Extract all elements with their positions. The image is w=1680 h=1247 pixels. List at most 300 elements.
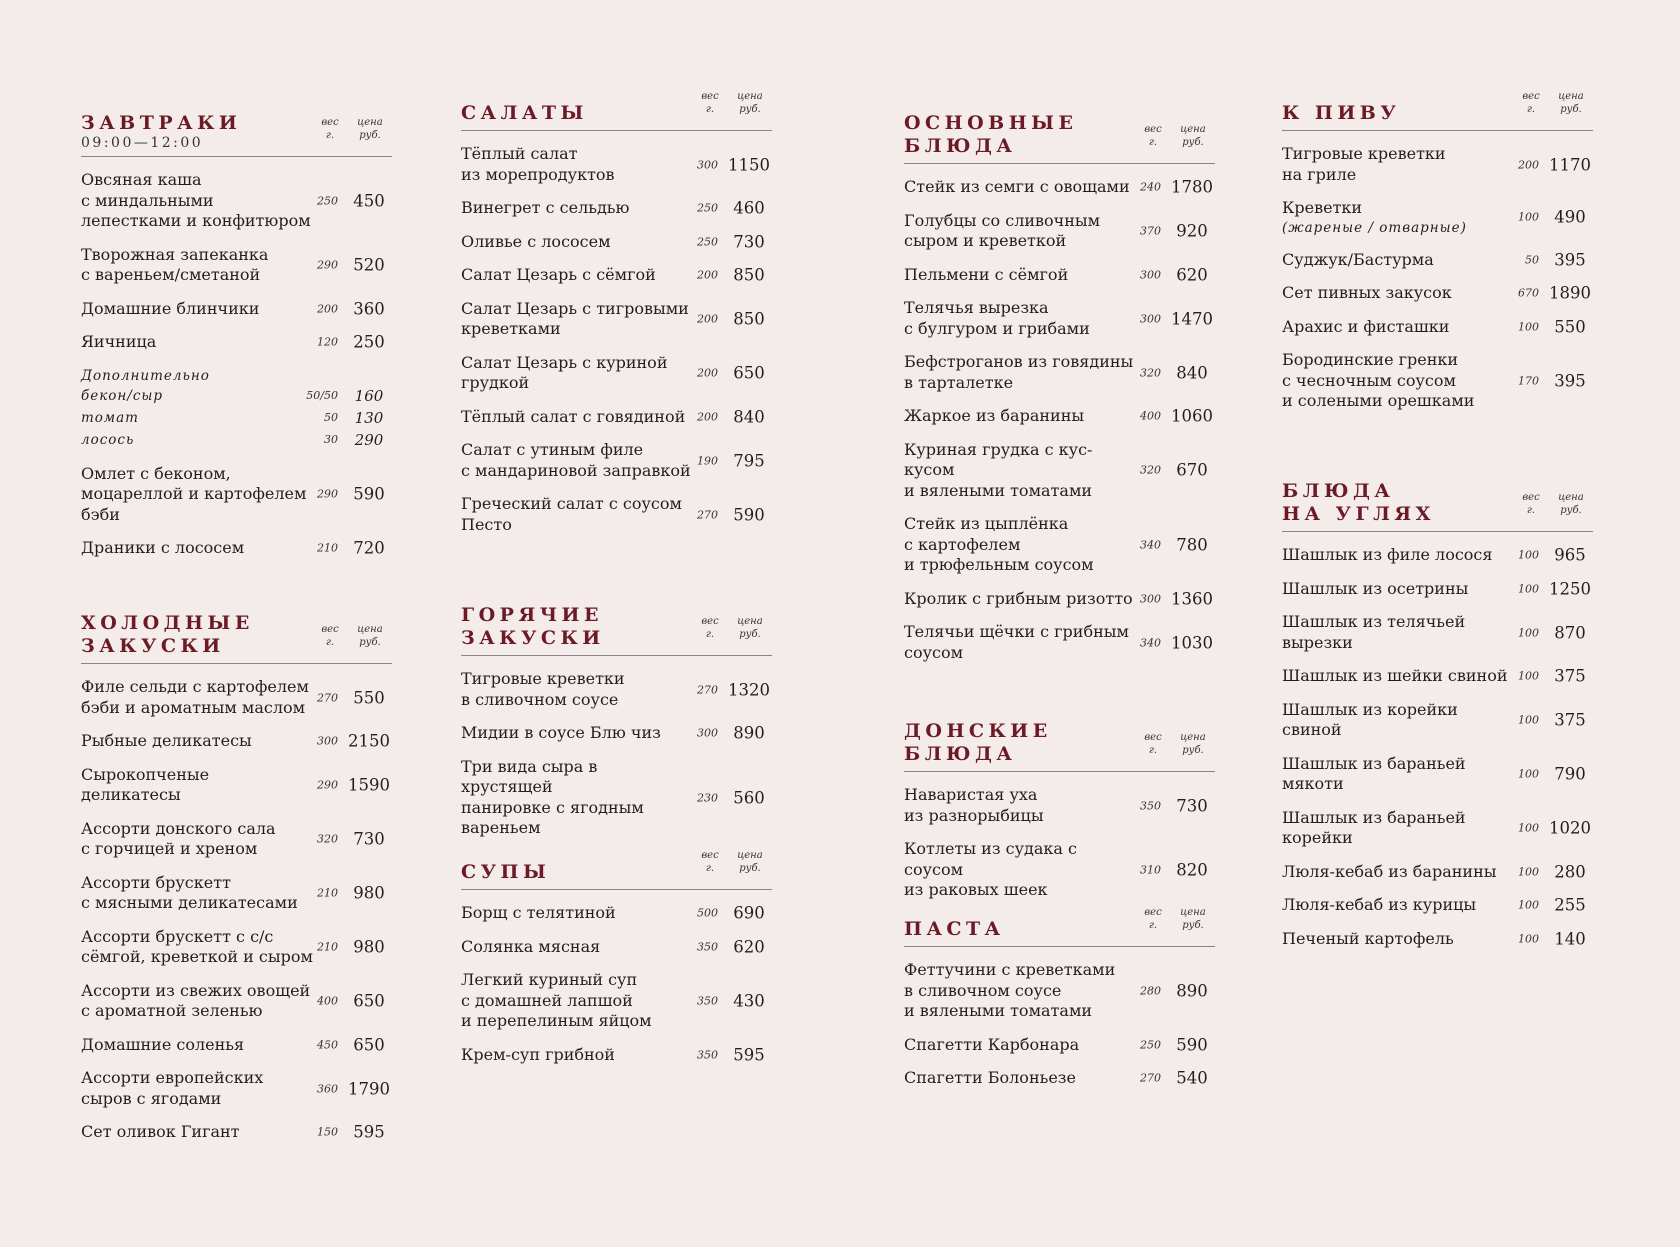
menu-item (904, 514, 1215, 576)
extra-price: 130 (354, 408, 384, 427)
menu-item (461, 232, 772, 253)
item-name: Куриная грудка с кус-кусом и вялеными томатами (904, 439, 1093, 500)
column-headers (312, 116, 392, 142)
item-price: 490 (1554, 207, 1586, 227)
item-name: Яичница (81, 332, 157, 351)
item-weight: 300 (317, 734, 338, 748)
price-column-header: цена руб. (357, 117, 383, 141)
section-cold-appetizers (81, 612, 392, 1143)
item-weight: 200 (697, 312, 718, 326)
item-name: Арахис и фисташки (1282, 316, 1450, 336)
item-price: 560 (733, 788, 765, 807)
section-items (461, 903, 772, 1065)
weight-column-header: вес г. (1522, 91, 1540, 115)
item-price: 1150 (728, 155, 770, 174)
menu-item (461, 494, 772, 535)
weight-column-header: вес г. (701, 616, 719, 640)
menu-item (904, 211, 1215, 252)
item-price: 1470 (1171, 309, 1213, 328)
menu-item (81, 1035, 392, 1056)
item-price: 540 (1176, 1068, 1208, 1088)
item-name: Суджук/Бастурма (1282, 249, 1434, 269)
item-weight: 250 (317, 194, 338, 208)
extra-name: лосось (81, 431, 135, 448)
menu-item (461, 723, 772, 744)
item-weight: 200 (697, 410, 718, 424)
menu-item (461, 440, 772, 481)
item-weight: 100 (1518, 713, 1539, 727)
menu-item (81, 538, 392, 559)
item-price: 1320 (728, 680, 770, 699)
menu-item (81, 819, 392, 860)
item-price: 360 (353, 299, 385, 319)
menu-item (904, 622, 1215, 663)
item-price: 595 (733, 1045, 765, 1065)
extra-item (81, 385, 392, 407)
item-name: Ассорти донского сала с горчицей и хреном (81, 818, 276, 858)
item-name: Шашлык из корейки свиной (1282, 699, 1458, 739)
item-weight: 200 (697, 268, 718, 282)
extra-name: бекон/сыр (81, 387, 164, 404)
section-beer-snacks (1282, 91, 1593, 412)
item-price: 1060 (1171, 406, 1213, 426)
menu-item (461, 757, 772, 839)
item-weight: 210 (317, 940, 338, 954)
price-column-header: цена руб. (357, 624, 383, 648)
section-items (904, 785, 1215, 901)
item-price: 1030 (1171, 633, 1213, 652)
item-name: Ассорти европейских сыров с ягодами (81, 1068, 264, 1108)
item-name: Легкий куриный суп с домашней лапшой и перепелиным яйцом (461, 970, 652, 1030)
item-price: 620 (733, 937, 765, 957)
item-weight: 320 (317, 832, 338, 846)
item-name: Шашлык из филе лосося (1282, 545, 1493, 564)
menu-item (81, 332, 392, 353)
item-name: Ассорти из свежих овощей с ароматной зеленью (81, 980, 311, 1020)
item-weight: 100 (1518, 821, 1539, 835)
item-price: 980 (353, 937, 385, 957)
menu-item (81, 1122, 392, 1143)
section-title: ГОРЯЧИЕ ЗАКУСКИ (461, 604, 605, 649)
item-name: Винегрет с сельдью (461, 198, 630, 217)
item-weight: 370 (1140, 224, 1161, 238)
item-name: Домашние блинчики (81, 298, 260, 318)
item-name: Ассорти брускетт с с/с сёмгой, креветкой и сыром (81, 926, 313, 966)
item-name: Пельмени с сёмгой (904, 264, 1069, 284)
item-price: 255 (1554, 895, 1586, 915)
weight-column-header: вес г. (701, 850, 719, 874)
item-price: 590 (353, 484, 385, 504)
item-price: 650 (733, 363, 765, 383)
item-weight: 150 (317, 1125, 338, 1139)
item-weight: 300 (697, 726, 718, 740)
item-name: Кролик с грибным ризотто (904, 588, 1133, 608)
section-don-dishes (904, 720, 1215, 901)
section-items (1282, 144, 1593, 412)
item-name: Спагетти Болоньезе (904, 1068, 1076, 1087)
menu-item (1282, 895, 1593, 916)
item-price: 840 (733, 407, 765, 427)
item-weight: 100 (1518, 669, 1539, 683)
item-weight: 300 (697, 158, 718, 171)
item-name: Креветки (1282, 198, 1363, 217)
menu-item (1282, 666, 1593, 687)
item-name: Телячьи щёчки с грибным соусом (904, 622, 1129, 662)
column-headers (1513, 491, 1593, 517)
item-weight: 100 (1518, 767, 1539, 781)
menu-item (461, 970, 772, 1032)
item-name: Спагетти Карбонара (904, 1034, 1080, 1054)
item-price: 730 (353, 829, 385, 849)
item-weight: 350 (1140, 799, 1161, 812)
item-weight: 300 (1140, 312, 1161, 325)
section-soups (461, 850, 772, 1065)
item-weight: 250 (697, 235, 718, 249)
item-weight: 270 (697, 508, 718, 521)
item-price: 1790 (348, 1079, 390, 1098)
price-column-header: цена руб. (1558, 91, 1584, 115)
section-title: ОСНОВНЫЕ БЛЮДА (904, 112, 1078, 157)
item-price: 920 (1176, 221, 1208, 241)
item-name: Бородинские гренки с чесночным соусом и солеными орешками (1282, 350, 1475, 410)
menu-item (461, 265, 772, 286)
price-column-header: цена руб. (737, 91, 763, 115)
item-name: Тигровые креветки в сливочном соусе (461, 669, 625, 709)
menu-item (81, 299, 392, 320)
section-main-dishes (904, 112, 1215, 663)
item-price: 595 (353, 1122, 385, 1142)
price-column-header: цена руб. (737, 616, 763, 640)
menu-item (904, 1068, 1215, 1089)
extra-price: 290 (354, 430, 384, 449)
extras-title: Дополнительно (81, 367, 210, 384)
item-name: Филе сельди с картофелем бэби и ароматным маслом (81, 677, 309, 717)
item-price: 550 (353, 688, 385, 707)
section-items (81, 677, 392, 1143)
item-name: Тигровые креветки на гриле (1282, 144, 1446, 184)
section-header (81, 112, 392, 157)
item-name: Голубцы со сливочным сыром и креветкой (904, 210, 1101, 250)
item-weight: 350 (697, 940, 718, 954)
price-column-header: цена руб. (1558, 492, 1584, 516)
menu-item (1282, 545, 1593, 566)
section-header (1282, 480, 1593, 532)
item-price: 520 (353, 255, 385, 275)
item-price: 450 (353, 191, 385, 211)
menu-item (904, 265, 1215, 286)
item-weight: 100 (1518, 932, 1539, 946)
item-name: Творожная запеканка с вареньем/сметаной (81, 244, 269, 284)
extra-name: томат (81, 409, 139, 426)
menu-item (904, 1035, 1215, 1056)
section-title: ХОЛОДНЫЕ ЗАКУСКИ (81, 612, 254, 657)
item-weight: 340 (1140, 538, 1161, 552)
item-name: Шашлык из бараньей корейки (1282, 807, 1466, 847)
menu-item (1282, 250, 1593, 271)
item-price: 980 (353, 883, 385, 903)
section-title: ПАСТА (904, 918, 1005, 940)
menu-item (904, 298, 1215, 339)
section-title: К ПИВУ (1282, 102, 1401, 124)
item-name: Овсяная каша с миндальными лепестками и конфитюром (81, 170, 311, 230)
weight-column-header: вес г. (701, 91, 719, 115)
weight-column-header: вес г. (1144, 732, 1162, 756)
section-title: САЛАТЫ (461, 102, 588, 124)
item-name: Оливье с лососем (461, 231, 611, 251)
item-weight: 100 (1518, 320, 1539, 334)
item-weight: 400 (317, 994, 338, 1008)
item-name: Наваристая уха из разнорыбицы (904, 785, 1044, 825)
menu-item (81, 873, 392, 914)
item-price: 650 (353, 1035, 385, 1055)
item-name: Три вида сыра в хрустящей панировке с ягодным вареньем (461, 756, 644, 837)
item-price: 795 (733, 451, 765, 470)
menu-item (81, 765, 392, 806)
section-items (1282, 545, 1593, 949)
item-weight: 320 (1140, 366, 1161, 379)
item-name: Сет пивных закусок (1282, 283, 1452, 302)
item-price: 1890 (1549, 283, 1591, 303)
menu-item (81, 731, 392, 752)
item-name: Котлеты из судака с соусом из раковых шеек (904, 839, 1077, 899)
item-name: Крем-суп грибной (461, 1044, 615, 1064)
menu-item (904, 960, 1215, 1022)
item-note: (жареные / отварные) (1282, 219, 1467, 236)
section-pasta (904, 907, 1215, 1089)
item-weight: 300 (1140, 592, 1161, 606)
section-title: ЗАВТРАКИ (81, 112, 242, 134)
section-header (461, 91, 772, 131)
item-weight: 280 (1140, 984, 1161, 998)
item-weight: 170 (1518, 374, 1539, 388)
item-name: Рыбные деликатесы (81, 731, 252, 750)
item-weight: 200 (317, 302, 338, 316)
item-name: Жаркое из баранины (904, 406, 1085, 425)
item-price: 430 (733, 991, 765, 1011)
item-weight: 300 (1140, 268, 1161, 282)
item-weight: 290 (317, 258, 338, 272)
price-column-header: цена руб. (737, 850, 763, 874)
weight-column-header: вес г. (1522, 492, 1540, 516)
menu-item (904, 406, 1215, 427)
item-price: 820 (1176, 860, 1208, 880)
item-weight: 290 (317, 487, 338, 501)
item-price: 790 (1554, 764, 1586, 784)
item-price: 890 (1176, 981, 1208, 1001)
menu-item (1282, 350, 1593, 412)
extra-weight: 50 (324, 410, 338, 424)
price-column-header: цена руб. (1180, 732, 1206, 756)
item-price: 730 (1176, 796, 1208, 815)
item-weight: 100 (1518, 582, 1539, 596)
item-weight: 670 (1518, 286, 1539, 300)
extra-item (81, 429, 392, 451)
item-price: 720 (353, 538, 385, 558)
menu-item (1282, 808, 1593, 849)
column-headers (1135, 906, 1215, 932)
item-price: 1360 (1171, 589, 1213, 609)
item-price: 850 (733, 265, 765, 285)
item-weight: 50 (1525, 253, 1539, 267)
column-headers (1513, 90, 1593, 116)
item-name: Шашлык из бараньей мякоти (1282, 753, 1466, 793)
item-name: Телячья вырезка с булгуром и грибами (904, 298, 1090, 338)
menu-item (461, 1045, 772, 1066)
item-name: Бефстроганов из говядины в тарталетке (904, 352, 1134, 392)
item-price: 650 (353, 991, 385, 1011)
menu-item (461, 407, 772, 428)
menu-item (904, 352, 1215, 393)
menu-item (904, 589, 1215, 610)
item-price: 890 (733, 723, 765, 743)
item-price: 1250 (1549, 579, 1591, 599)
column-headers (312, 623, 392, 649)
section-salads (461, 91, 772, 535)
section-grill (1282, 480, 1593, 949)
item-price: 375 (1554, 710, 1586, 730)
weight-column-header: вес г. (1144, 124, 1162, 148)
item-name: Стейк из цыплёнка с картофелем и трюфельным соусом (904, 514, 1094, 574)
menu-item (1282, 700, 1593, 741)
item-weight: 100 (1518, 548, 1539, 562)
item-weight: 210 (317, 541, 338, 555)
item-price: 690 (733, 903, 765, 923)
item-price: 670 (1176, 460, 1208, 480)
item-weight: 100 (1518, 626, 1539, 639)
column-headers (692, 849, 772, 875)
extra-item (81, 407, 392, 429)
menu-item (904, 440, 1215, 502)
item-price: 2150 (348, 731, 390, 751)
item-price: 1170 (1549, 155, 1591, 174)
menu-item (1282, 929, 1593, 950)
item-weight: 400 (1140, 409, 1161, 423)
item-price: 965 (1554, 545, 1586, 565)
item-weight: 100 (1518, 210, 1539, 224)
price-column-header: цена руб. (1180, 124, 1206, 148)
extra-price: 160 (354, 386, 384, 405)
item-price: 1020 (1549, 818, 1591, 838)
item-weight: 290 (317, 778, 338, 792)
item-weight: 450 (317, 1038, 338, 1052)
section-header (904, 720, 1215, 772)
item-name: Домашние соленья (81, 1034, 245, 1054)
extra-weight: 50/50 (306, 388, 338, 402)
item-weight: 200 (697, 366, 718, 380)
item-weight: 350 (697, 994, 718, 1008)
price-column-header: цена руб. (1180, 907, 1206, 931)
item-price: 590 (733, 505, 765, 524)
menu-item (81, 927, 392, 968)
item-name: Салат Цезарь с сёмгой (461, 265, 656, 284)
section-header (1282, 91, 1593, 131)
item-name: Омлет с беконом, моцареллой и картофелем бэби (81, 463, 307, 524)
menu-item (461, 669, 772, 710)
weight-column-header: вес г. (1144, 907, 1162, 931)
item-name: Драники с лососем (81, 538, 245, 557)
item-price: 250 (353, 332, 385, 352)
item-weight: 270 (697, 683, 718, 696)
item-weight: 350 (697, 1048, 718, 1062)
item-price: 590 (1176, 1035, 1208, 1055)
section-header (461, 850, 772, 890)
menu-item (1282, 198, 1593, 237)
menu-item (1282, 579, 1593, 600)
section-hours: 09:00—12:00 (81, 135, 204, 151)
item-weight: 210 (317, 886, 338, 900)
column-headers (692, 90, 772, 116)
item-weight: 200 (1518, 158, 1539, 171)
item-name: Салат Цезарь с куриной грудкой (461, 352, 668, 392)
item-price: 1590 (348, 775, 390, 795)
item-weight: 310 (1140, 863, 1161, 877)
column-headers (1135, 123, 1215, 149)
column-headers (1135, 731, 1215, 757)
menu-item (461, 299, 772, 340)
item-name: Шашлык из телячьей вырезки (1282, 612, 1466, 652)
menu-item (904, 785, 1215, 826)
item-name: Сет оливок Гигант (81, 1122, 240, 1141)
item-price: 140 (1554, 929, 1586, 949)
item-price: 395 (1554, 250, 1586, 270)
item-name: Люля-кебаб из баранины (1282, 861, 1497, 881)
menu-item (1282, 862, 1593, 883)
item-price: 280 (1554, 862, 1586, 882)
section-title: ДОНСКИЕ БЛЮДА (904, 720, 1052, 765)
menu-item (461, 198, 772, 219)
menu-item (81, 981, 392, 1022)
menu-item (1282, 317, 1593, 338)
item-name: Салат Цезарь с тигровыми креветками (461, 298, 689, 338)
section-title: СУПЫ (461, 861, 551, 883)
item-price: 1780 (1171, 177, 1213, 197)
menu-item (904, 177, 1215, 198)
item-weight: 190 (697, 454, 718, 467)
item-name: Греческий салат с соусом Песто (461, 494, 682, 534)
menu-item (81, 1068, 392, 1109)
section-header (904, 112, 1215, 164)
item-price: 850 (733, 309, 765, 329)
menu-item (461, 937, 772, 958)
item-price: 375 (1554, 666, 1586, 686)
item-price: 840 (1176, 363, 1208, 382)
menu-item (81, 464, 392, 526)
item-price: 870 (1554, 623, 1586, 642)
item-weight: 240 (1140, 180, 1161, 194)
item-name: Феттучини с креветками в сливочном соусе и вялеными томатами (904, 960, 1116, 1020)
section-header (461, 604, 772, 656)
column-headers (692, 615, 772, 641)
item-name: Сырокопченые деликатесы (81, 764, 210, 804)
item-name: Тёплый салат из морепродуктов (461, 144, 615, 184)
section-items (81, 170, 392, 559)
section-header (904, 907, 1215, 947)
item-weight: 250 (697, 201, 718, 215)
item-name: Борщ с телятиной (461, 903, 616, 922)
item-weight: 250 (1140, 1038, 1161, 1052)
item-name: Солянка мясная (461, 936, 601, 956)
menu-item (81, 677, 392, 718)
menu-item (1282, 754, 1593, 795)
section-items (904, 177, 1215, 663)
item-weight: 500 (697, 906, 718, 920)
menu-item (1282, 144, 1593, 185)
item-weight: 100 (1518, 865, 1539, 879)
menu-item (461, 903, 772, 924)
menu-item (904, 839, 1215, 901)
item-name: Ассорти брускетт с мясными деликатесами (81, 872, 298, 912)
menu-item (81, 170, 392, 232)
